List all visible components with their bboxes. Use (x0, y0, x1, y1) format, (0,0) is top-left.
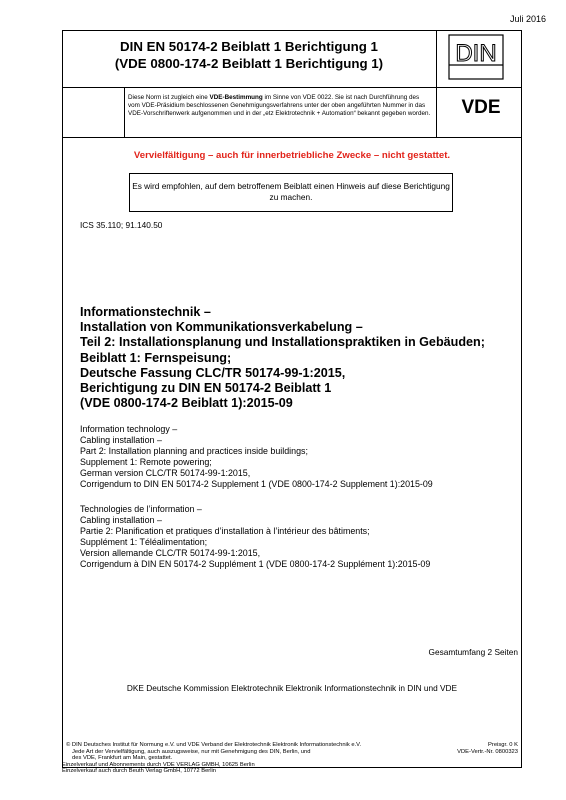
total-pages: Gesamtumfang 2 Seiten (428, 647, 518, 657)
vde-logo (447, 96, 515, 116)
document-title-line2: (VDE 0800-174-2 Beiblatt 1 Berichtigung 1) (114, 56, 384, 71)
din-logo-text: DIN (455, 40, 497, 67)
french-title-line: Technologies de l’information – (80, 504, 202, 514)
footer-line: Jede Art der Vervielfältigung, auch auszugsweise, nur mit Genehmigung des DIN, Berlin, und (72, 748, 311, 755)
note-box: Es wird empfohlen, auf dem betroffenem Beiblatt einen Hinweis auf diese Berichtigung zu machen. (129, 173, 453, 212)
vde-contract-number: VDE-Vertr.-Nr. 0800323 (457, 748, 518, 755)
english-title-line: Cabling installation – (80, 434, 162, 445)
footer-price-info (457, 742, 518, 755)
document-title-line1: DIN EN 50174-2 Beiblatt 1 Berichtigung 1 (120, 39, 378, 54)
german-title-line: (VDE 0800-174-2 Beiblatt 1):2015-09 (80, 396, 293, 411)
publication-date: Juli 2016 (509, 14, 546, 24)
din-logo (448, 34, 504, 80)
divider-title (62, 87, 522, 88)
vde-notice-bold: VDE-Bestimmung (209, 94, 263, 101)
english-title-line: German version CLC/TR 50174-99-1:2015, (80, 467, 251, 478)
english-title-line: Supplement 1: Remote powering; (80, 456, 212, 467)
divider-vde (62, 137, 522, 138)
footer-line: © DIN Deutsches Institut für Normung e.V. und VDE Verband der Elektrotechnik Elektronik Informationstechnik e.V. (66, 742, 362, 748)
vde-logo-text: VDE (461, 97, 501, 116)
divider-top (62, 30, 522, 31)
ics-code: ICS 35.110; 91.140.50 (80, 220, 163, 230)
english-title-line: Information technology – (80, 424, 178, 434)
english-title-line: Corrigendum to DIN EN 50174-2 Supplement 1 (VDE 0800-174-2 Supplement 1):2015-09 (80, 478, 433, 489)
english-title-line: Part 2: Installation planning and practices inside buildings; (80, 445, 308, 456)
german-title-line: Teil 2: Installationsplanung und Installationspraktiken in Gebäuden; (80, 335, 485, 350)
french-title-line: Supplément 1: Téléalimentation; (80, 536, 208, 547)
french-title-line: Cabling installation – (80, 514, 162, 525)
footer-line: Einzelverkauf auch durch Beuth Verlag GmbH, 10772 Berlin (62, 768, 217, 774)
footer-line: des VDE, Frankfurt am Main, gestattet. (72, 755, 173, 761)
vde-notice-text-cont: im Sinne von VDE 0022. Sie ist nach Durchführung des vom VDE-Präsidium beschlossenen Genehmigungsverfahrens unter der oben angeführten Nummer in das VDE-Vorschriftenwerk aufgenommen und in der „etz Elektrotechnik + Automation“ bekannt gegeben worden. (128, 94, 431, 118)
price-group: Preisgr. 0 K (488, 742, 518, 748)
german-title (80, 305, 520, 411)
german-title-line: Informationstechnik – (80, 305, 211, 319)
footer-line: Einzelverkauf und Abonnements durch VDE VERLAG GMBH, 10625 Berlin (62, 761, 255, 768)
german-title-line: Installation von Kommunikationsverkabelung – (80, 320, 363, 335)
german-title-line: Deutsche Fassung CLC/TR 50174-99-1:2015, (80, 365, 346, 380)
french-title-line: Partie 2: Planification et pratiques d’installation à l’intérieur des bâtiments; (80, 525, 370, 536)
divider-left-column (124, 87, 125, 137)
copy-warning: Vervielfältigung – auch für innerbetriebliche Zwecke – nicht gestattet. (133, 150, 451, 161)
german-title-line: Beiblatt 1: Fernspeisung; (80, 350, 232, 365)
french-title (80, 504, 520, 569)
divider-logo-column (436, 30, 437, 137)
french-title-line: Corrigendum à DIN EN 50174-2 Supplément 1 (VDE 0800-174-2 Supplément 1):2015-09 (80, 558, 431, 569)
english-title (80, 424, 520, 489)
french-title-line: Version allemande CLC/TR 50174-99-1:2015, (80, 547, 261, 558)
german-title-line: Berichtigung zu DIN EN 50174-2 Beiblatt 1 (80, 381, 332, 396)
document-title (64, 38, 434, 72)
dke-line: DKE Deutsche Kommission Elektrotechnik Elektronik Informationstechnik in DIN und VDE (126, 683, 458, 693)
vde-notice (128, 94, 432, 119)
footer-copyright (62, 742, 446, 775)
vde-notice-text: Diese Norm ist zugleich eine (128, 94, 210, 101)
